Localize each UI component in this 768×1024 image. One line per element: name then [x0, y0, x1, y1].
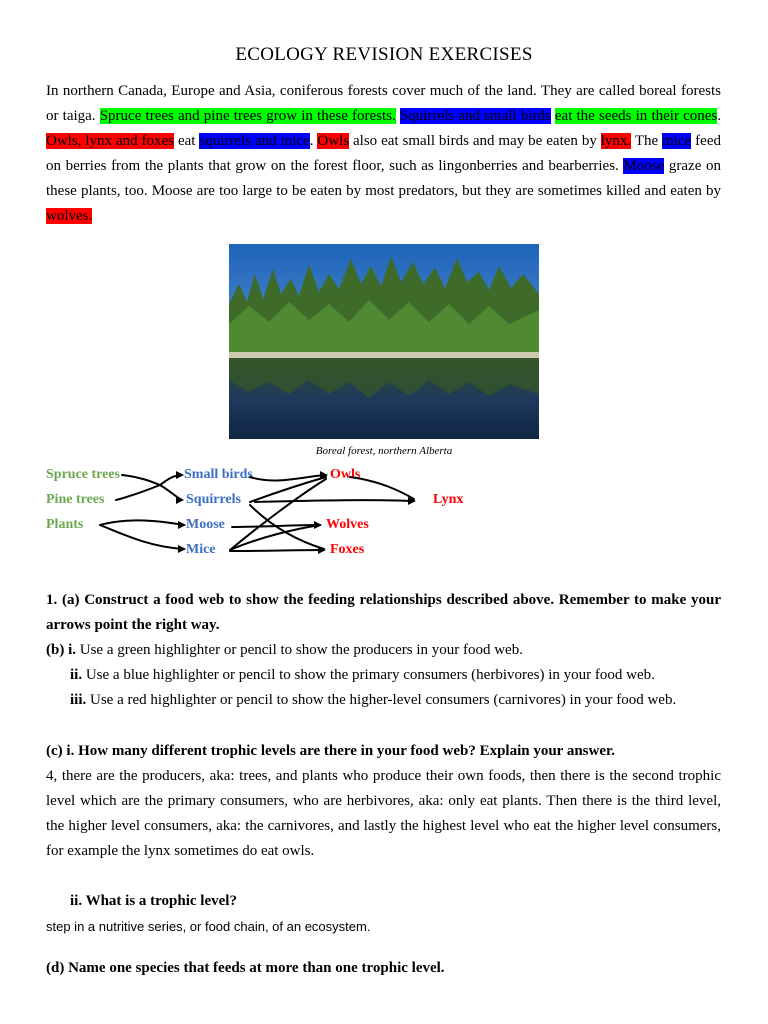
highlight-carnivores: wolves.	[46, 208, 93, 224]
question-number: 1. (a)	[46, 592, 80, 608]
highlight-primary-consumers: Squirrels and small birds	[399, 108, 551, 124]
node-squirrels: Squirrels	[186, 492, 241, 507]
node-plants: Plants	[46, 517, 84, 532]
question-1b-i	[46, 638, 721, 663]
highlight-carnivores: Owls, lynx and foxes	[46, 133, 175, 149]
highlight-primary-consumers: mice	[662, 133, 692, 149]
question-text: Use a red highlighter or pencil to show the higher-level consumers (carnivores) in your food web.	[86, 692, 677, 708]
question-number: (b) i.	[46, 642, 76, 658]
highlight-carnivores: Owls	[317, 133, 350, 149]
food-web-arrows	[0, 455, 768, 565]
intro-text: feed on berries from the plants that grow on the forest floor, such as lingonberries and bearberries.	[46, 133, 721, 174]
question-1c-ii: ii. What is a trophic level?	[70, 893, 237, 909]
question-text: Use a green highlighter or pencil to show the producers in your food web.	[76, 642, 523, 658]
intro-text: also eat small birds and may be eaten by	[349, 133, 601, 149]
node-owls: Owls	[330, 467, 361, 482]
intro-text: The	[631, 133, 663, 149]
node-spruce-trees: Spruce trees	[46, 467, 120, 482]
answer-1c-i: 4, there are the producers, aka: trees, and plants who produce their own foods, then there is the second trophic level which are the primary consumers, who are herbivores, aka: only eat plants. Then there is the third level, the higher level consumers, aka: the carnivores, and lastly the highest level who eat the higher level consumers, for example the lynx sometimes do eat owls.	[46, 768, 721, 859]
node-lynx: Lynx	[433, 492, 464, 507]
node-moose: Moose	[186, 517, 225, 532]
node-pine-trees: Pine trees	[46, 492, 105, 507]
question-1a	[46, 588, 721, 638]
highlight-primary-consumers: squirrels and mice	[199, 133, 310, 149]
question-1d: (d) Name one species that feeds at more than one trophic level.	[46, 960, 445, 976]
highlight-carnivores: lynx.	[600, 133, 632, 149]
intro-text: .	[717, 108, 722, 124]
question-number: ii.	[70, 667, 83, 683]
question-text: Use a blue highlighter or pencil to show the primary consumers (herbivores) in your food web.	[82, 667, 655, 683]
highlight-primary-consumers: Moose	[623, 158, 665, 174]
food-web-diagram	[0, 455, 768, 565]
highlight-producers: eat the seeds in their cones	[554, 108, 718, 124]
intro-text: .	[309, 133, 318, 149]
question-text: Construct a food web to show the feeding relationships described above. Remember to make your arrows point the right way.	[46, 592, 721, 633]
question-number: iii.	[70, 692, 87, 708]
photo-caption: Boreal forest, northern Alberta	[315, 445, 453, 457]
node-wolves: Wolves	[326, 517, 369, 532]
page-title: ECOLOGY REVISION EXERCISES	[235, 44, 533, 65]
node-small-birds: Small birds	[184, 467, 253, 482]
intro-text: In northern Canada, Europe and Asia, coniferous forests cover much of the land. They are called boreal forests or taiga.	[46, 83, 721, 124]
answer-1c-ii: step in a nutritive series, or food chain, of an ecosystem.	[46, 919, 371, 934]
question-1b-ii	[46, 663, 745, 688]
intro-text: graze on these plants, too. Moose are too large to be eaten by most predators, but they are sometimes killed and eaten by	[46, 158, 721, 199]
node-foxes: Foxes	[330, 542, 365, 557]
intro-paragraph	[46, 79, 721, 229]
intro-text: eat	[174, 133, 200, 149]
highlight-producers: Spruce trees and pine trees grow in these forests.	[99, 108, 396, 124]
question-1c-i: (c) i. How many different trophic levels are there in your food web? Explain your answer.	[46, 743, 616, 759]
boreal-forest-photo	[229, 244, 539, 439]
node-mice: Mice	[186, 542, 216, 557]
question-1b-iii	[46, 688, 745, 713]
